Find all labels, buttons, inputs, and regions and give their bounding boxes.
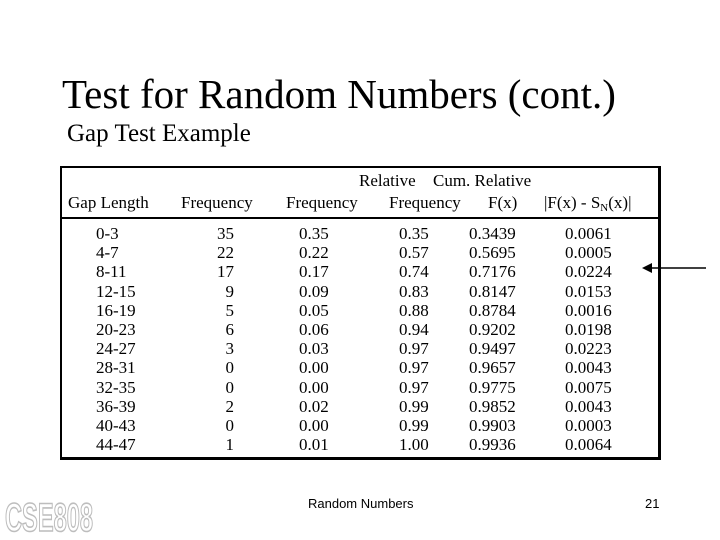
cell-difference: 0.0005: [565, 243, 612, 263]
cell-cumulative-frequency: 0.88: [399, 300, 429, 320]
cell-relative-frequency: 0.35: [299, 224, 329, 243]
cell-gap-length: 12-15: [96, 281, 136, 301]
cell-gap-length: 40-43: [96, 415, 136, 435]
cell-fx: 0.9852: [469, 396, 516, 416]
cell-cumulative-frequency: 0.97: [399, 377, 429, 397]
cell-gap-length: 32-35: [96, 377, 136, 397]
cell-frequency: 35: [217, 224, 234, 243]
cell-difference: 0.0043: [565, 358, 612, 378]
cell-fx: 0.9497: [469, 339, 516, 359]
cell-cumulative-frequency: 0.99: [399, 396, 429, 416]
header-gap-length: Gap Length: [68, 193, 149, 212]
cell-difference: 0.0064: [565, 435, 612, 455]
cell-fx: 0.9775: [469, 377, 516, 397]
cell-cumulative-frequency: 0.94: [399, 319, 429, 339]
cell-gap-length: 4-7: [96, 243, 119, 263]
header-relative-top: Relative: [359, 171, 416, 190]
header-divider: [60, 217, 661, 219]
cell-fx: 0.7176: [469, 262, 516, 282]
cell-frequency: 1: [225, 435, 234, 455]
header-fx: F(x): [488, 193, 518, 212]
cell-fx: 0.9936: [469, 435, 516, 455]
cell-cumulative-frequency: 0.97: [399, 339, 429, 359]
cell-difference: 0.0016: [565, 300, 612, 320]
cell-fx: 0.5695: [469, 243, 516, 263]
slide-subtitle: Gap Test Example: [67, 120, 251, 147]
cell-relative-frequency: 0.17: [299, 262, 329, 282]
cell-fx: 0.3439: [469, 224, 516, 243]
difference-column: [565, 224, 612, 454]
cell-difference: 0.0223: [565, 339, 612, 359]
cell-difference: 0.0061: [565, 224, 612, 243]
cell-frequency: 9: [225, 281, 234, 301]
cell-difference: 0.0224: [565, 262, 612, 282]
cell-gap-length: 0-3: [96, 224, 119, 243]
footer-text: Random Numbers: [308, 496, 414, 511]
header-cum-bottom: Frequency: [389, 193, 461, 212]
cell-frequency: 5: [225, 300, 234, 320]
cell-gap-length: 28-31: [96, 358, 136, 378]
cell-fx: 0.9903: [469, 415, 516, 435]
cell-cumulative-frequency: 1.00: [399, 435, 429, 455]
cell-relative-frequency: 0.06: [299, 319, 329, 339]
cell-difference: 0.0153: [565, 281, 612, 301]
cell-relative-frequency: 0.22: [299, 243, 329, 263]
cell-cumulative-frequency: 0.97: [399, 358, 429, 378]
left-arrow-icon: [640, 260, 706, 276]
cell-cumulative-frequency: 0.99: [399, 415, 429, 435]
cell-fx: 0.8147: [469, 281, 516, 301]
cell-cumulative-frequency: 0.74: [399, 262, 429, 282]
cell-frequency: 22: [217, 243, 234, 263]
cell-relative-frequency: 0.01: [299, 435, 329, 455]
cell-relative-frequency: 0.02: [299, 396, 329, 416]
header-difference: $|F(x) - S_N(x)|$: [544, 193, 632, 214]
cell-relative-frequency: 0.05: [299, 300, 329, 320]
cell-relative-frequency: 0.00: [299, 415, 329, 435]
cell-fx: 0.8784: [469, 300, 516, 320]
cell-relative-frequency: 0.03: [299, 339, 329, 359]
page-number: 21: [645, 496, 660, 511]
cell-difference: 0.0198: [565, 319, 612, 339]
cell-gap-length: 20-23: [96, 319, 136, 339]
cell-gap-length: 36-39: [96, 396, 136, 416]
cell-gap-length: 8-11: [96, 262, 127, 282]
cell-gap-length: 16-19: [96, 300, 136, 320]
frequency-column: [190, 224, 234, 454]
cell-frequency: 0: [225, 377, 234, 397]
cell-relative-frequency: 0.00: [299, 358, 329, 378]
cell-difference: 0.0075: [565, 377, 612, 397]
svg-text:CSE808: CSE808: [5, 496, 94, 540]
cell-difference: 0.0003: [565, 415, 612, 435]
relative-frequency-column: [299, 224, 329, 454]
cell-frequency: 3: [225, 339, 234, 359]
cell-gap-length: 44-47: [96, 435, 136, 455]
cell-cumulative-frequency: 0.83: [399, 281, 429, 301]
cell-frequency: 0: [225, 358, 234, 378]
gap-length-column: [96, 224, 136, 454]
cell-cumulative-frequency: 0.57: [399, 243, 429, 263]
cell-frequency: 17: [217, 262, 234, 282]
cell-difference: 0.0043: [565, 396, 612, 416]
cell-cumulative-frequency: 0.35: [399, 224, 429, 243]
cell-fx: 0.9202: [469, 319, 516, 339]
cell-frequency: 0: [225, 415, 234, 435]
header-cum-top: Cum. Relative: [433, 171, 532, 190]
cell-gap-length: 24-27: [96, 339, 136, 359]
cumulative-frequency-column: [399, 224, 429, 454]
header-relative-bottom: Frequency: [286, 193, 358, 212]
cse808-logo: [3, 493, 95, 540]
cell-frequency: 2: [225, 396, 234, 416]
cell-relative-frequency: 0.09: [299, 281, 329, 301]
cell-relative-frequency: 0.00: [299, 377, 329, 397]
header-frequency: Frequency: [181, 193, 253, 212]
cell-fx: 0.9657: [469, 358, 516, 378]
fx-column: [469, 224, 516, 454]
cell-frequency: 6: [225, 319, 234, 339]
slide-title: Test for Random Numbers (cont.): [62, 71, 616, 117]
